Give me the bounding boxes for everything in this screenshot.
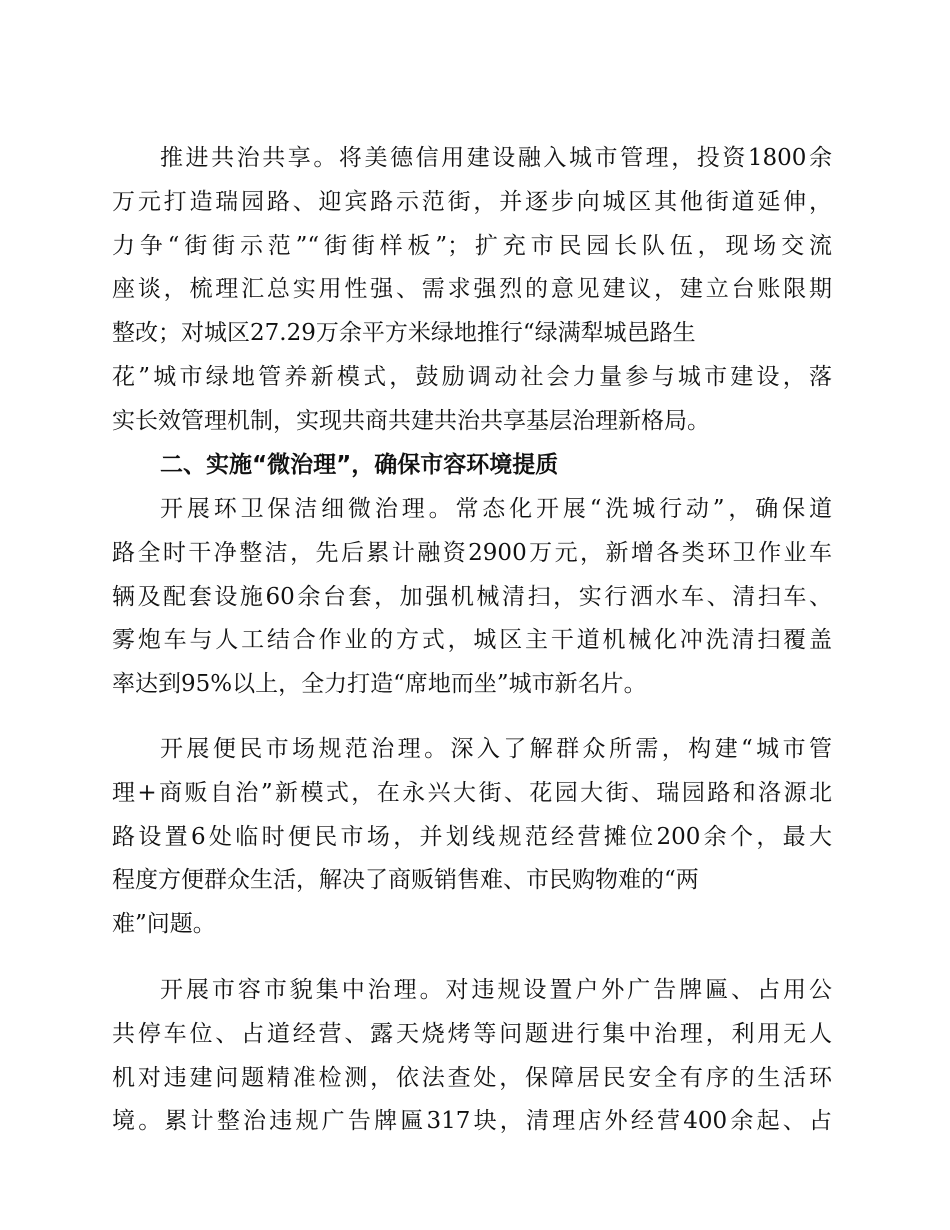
paragraph-line: 辆及配套设施60余台套，加强机械清扫，实行洒水车、清扫车、 <box>112 584 832 610</box>
paragraph-line: 开展环卫保洁细微治理。常态化开展“洗城行动”，确保道 <box>160 496 832 522</box>
paragraph-line: 雾炮车与人工结合作业的方式，城区主干道机械化冲洗清扫覆盖 <box>112 627 832 653</box>
paragraph-line: 路设置6处临时便民市场，并划线规范经营摊位200余个，最大 <box>112 824 832 850</box>
paragraph-line: 万元打造瑞园路、迎宾路示范街，并逐步向城区其他街道延伸， <box>112 189 832 215</box>
paragraph-line: 推进共治共享。将美德信用建设融入城市管理，投资1800余 <box>160 145 832 171</box>
section-heading: 二、实施“微治理”，确保市容环境提质 <box>160 452 559 478</box>
paragraph-line: 开展市容市貌集中治理。对违规设置户外广告牌匾、占用公 <box>160 977 832 1003</box>
paragraph-line: 率达到95%以上，全力打造“席地而坐”城市新名片。 <box>112 671 647 697</box>
paragraph-line: 花”城市绿地管养新模式，鼓励调动社会力量参与城市建设，落 <box>112 364 832 390</box>
paragraph-line: 理+商贩自治”新模式，在永兴大街、花园大街、瑞园路和洛源北 <box>112 780 832 806</box>
paragraph-line: 力争“街街示范”“街街样板”；扩充市民园长队伍，现场交流 <box>112 233 832 259</box>
paragraph-line: 共停车位、占道经营、露天烧烤等问题进行集中治理，利用无人 <box>112 1021 832 1047</box>
paragraph-line: 难”问题。 <box>112 911 216 937</box>
paragraph-line: 实长效管理机制，实现共商共建共治共享基层治理新格局。 <box>112 408 710 434</box>
paragraph-line: 境。累计整治违规广告牌匾317块，清理店外经营400余起、占 <box>112 1108 832 1134</box>
paragraph-line: 开展便民市场规范治理。深入了解群众所需，构建“城市管 <box>160 736 832 762</box>
paragraph-line: 路全时干净整洁，先后累计融资2900万元，新增各类环卫作业车 <box>112 540 832 566</box>
paragraph-line: 整改；对城区27.29万余平方米绿地推行“绿满犁城邑路生 <box>112 320 696 346</box>
paragraph-line: 机对违建问题精准检测，依法查处，保障居民安全有序的生活环 <box>112 1065 832 1091</box>
paragraph-line: 程度方便群众生活，解决了商贩销售难、市民购物难的“两 <box>112 867 699 893</box>
paragraph-line: 座谈，梳理汇总实用性强、需求强烈的意见建议，建立台账限期 <box>112 276 832 302</box>
